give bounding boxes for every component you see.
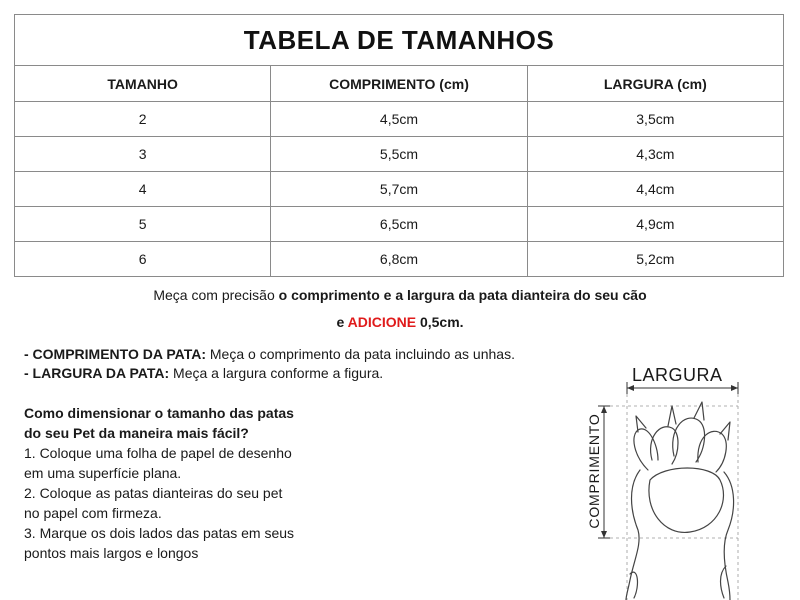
cell-size: 6 (15, 242, 271, 277)
measure-instructions (24, 345, 515, 383)
measure-length-text: Meça o comprimento da pata incluindo as unhas. (206, 346, 515, 362)
largura-label: LARGURA (632, 365, 723, 385)
cell-size: 5 (15, 207, 271, 242)
measure-length-line (24, 345, 515, 364)
note-adicione-text: ADICIONE (347, 314, 417, 330)
cell-length: 6,5cm (271, 207, 527, 242)
comprimento-label: COMPRIMENTO (586, 413, 602, 529)
how-to-section (24, 403, 364, 563)
measure-width-label: - LARGURA DA PATA: (24, 365, 170, 381)
note-plain-text: Meça com precisão (153, 287, 279, 303)
cell-width: 3,5cm (527, 102, 783, 137)
cell-length: 5,7cm (271, 172, 527, 207)
measure-note-line1 (0, 287, 800, 303)
table-title: TABELA DE TAMANHOS (15, 15, 784, 66)
cell-width: 4,4cm (527, 172, 783, 207)
how-to-step-line: em uma superfície plana. (24, 465, 182, 481)
table-row (15, 102, 784, 137)
measure-width-text: Meça a largura conforme a figura. (169, 365, 384, 381)
cell-length: 5,5cm (271, 137, 527, 172)
cell-width: 4,3cm (527, 137, 783, 172)
how-to-step-line: 3. Marque os dois lados das patas em seus (24, 525, 295, 541)
paw-measurement-figure (568, 360, 778, 600)
measure-note-line2 (0, 314, 800, 330)
measure-width-line (24, 364, 515, 383)
cell-length: 4,5cm (271, 102, 527, 137)
note-e-text: e (336, 314, 348, 330)
cell-size: 2 (15, 102, 271, 137)
note-bold-text: o comprimento e a largura da pata dianteira do seu cão (278, 287, 647, 303)
cell-width: 5,2cm (527, 242, 783, 277)
how-to-step-line: pontos mais largos e longos (24, 545, 199, 561)
table-header-row (15, 66, 784, 102)
cell-length: 6,8cm (271, 242, 527, 277)
cell-size: 4 (15, 172, 271, 207)
size-table (14, 14, 784, 277)
table-row (15, 172, 784, 207)
table-row (15, 137, 784, 172)
note-rest-text: 0,5cm. (416, 314, 464, 330)
table-row (15, 242, 784, 277)
cell-width: 4,9cm (527, 207, 783, 242)
how-to-step-line: 2. Coloque as patas dianteiras do seu pet (24, 485, 283, 501)
cell-size: 3 (15, 137, 271, 172)
column-header-largura: LARGURA (cm) (527, 66, 783, 102)
how-to-question-line2: do seu Pet da maneira mais fácil? (24, 425, 249, 441)
column-header-tamanho: TAMANHO (15, 66, 271, 102)
table-row (15, 207, 784, 242)
how-to-step-line: 1. Coloque uma folha de papel de desenho (24, 445, 292, 461)
column-header-comprimento: COMPRIMENTO (cm) (271, 66, 527, 102)
how-to-step-line: no papel com firmeza. (24, 505, 162, 521)
measure-length-label: - COMPRIMENTO DA PATA: (24, 346, 206, 362)
how-to-question-line1: Como dimensionar o tamanho das patas (24, 405, 294, 421)
table-title-row (15, 15, 784, 66)
